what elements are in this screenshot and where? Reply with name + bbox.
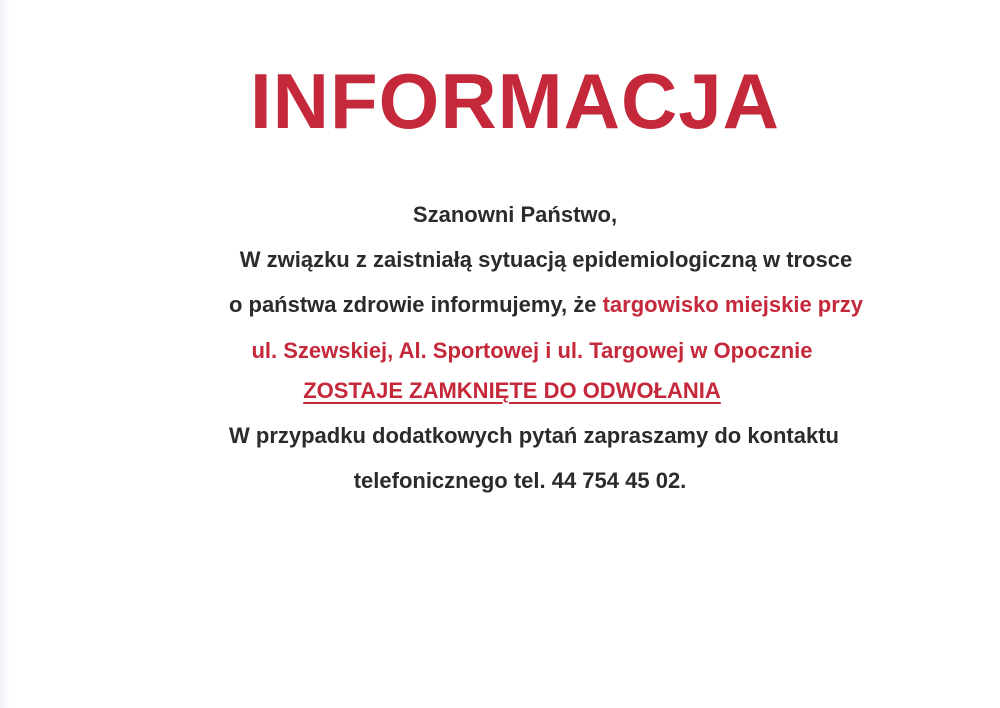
body-line-market <box>46 292 1000 318</box>
greeting-line: Szanowni Państwo, <box>412 202 618 227</box>
phone-line: telefonicznego tel. 44 754 45 02. <box>353 468 687 493</box>
closure-notice: ZOSTAJE ZAMKNIĘTE DO ODWOŁANIA <box>303 378 721 403</box>
contact-line: W przypadku dodatkowych pytań zapraszamy do kontaktu <box>229 423 839 448</box>
body-line-market-red: targowisko miejskie przy <box>602 292 864 317</box>
body-line-market-plain: o państwa zdrowie informujemy, że <box>228 292 603 317</box>
market-address-line: ul. Szewskiej, Al. Sportowej i ul. Targowej w Opocznie <box>251 338 813 363</box>
body-line-epidemic: W związku z zaistniałą sytuacją epidemiologiczną w trosce <box>239 247 853 272</box>
notice-title: INFORMACJA <box>250 57 780 145</box>
